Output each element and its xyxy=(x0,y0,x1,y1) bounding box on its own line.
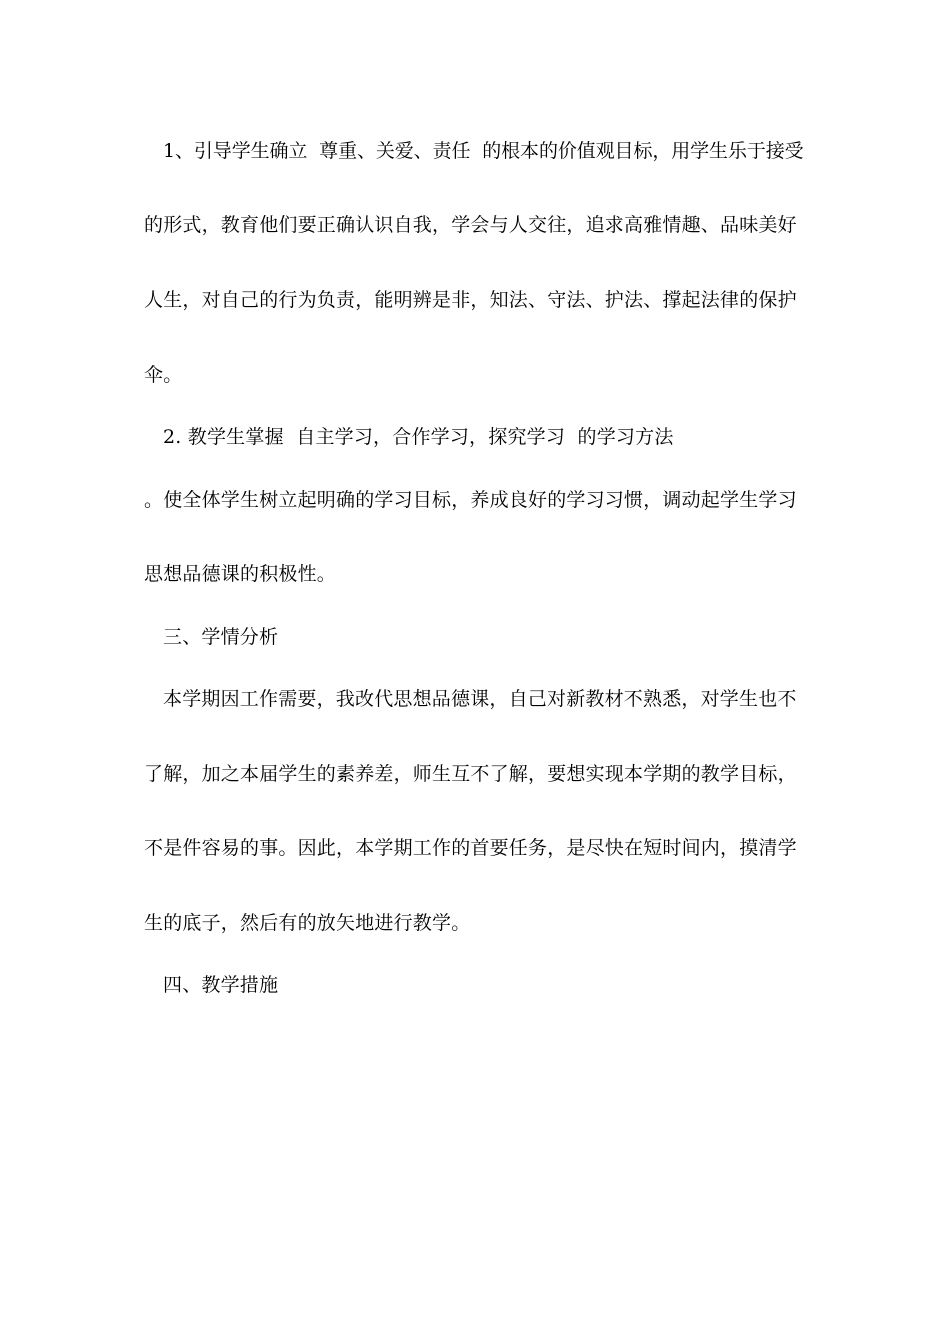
para3-line4: 生的底子，然后有的放矢地进行教学。 xyxy=(144,912,471,934)
para2-number: 2. xyxy=(163,426,182,448)
section-heading-3: 三、学情分析 xyxy=(163,626,279,648)
para2-line1-text: 教学生掌握 自主学习，合作学习，探究学习 的学习方法 xyxy=(181,426,674,448)
para3-line2: 了解，加之本届学生的素养差，师生互不了解，要想实现本学期的教学目标， xyxy=(144,763,797,785)
para3-line1: 本学期因工作需要，我改代思想品德课，自己对新教材不熟悉，对学生也不 xyxy=(163,688,797,710)
para1-line1-text: 、引导学生确立 尊重、关爱、责任 的根本的价值观目标，用学生乐于接受 xyxy=(175,140,804,162)
section-heading-4: 四、教学措施 xyxy=(163,974,279,996)
para1-number: 1 xyxy=(163,140,175,162)
para2-line2: 。使全体学生树立起明确的学习目标，养成良好的学习习惯，调动起学生学习 xyxy=(144,489,797,511)
para1-line4: 伞。 xyxy=(144,364,183,386)
para1-line1 xyxy=(163,139,804,163)
para3-line3: 不是件容易的事。因此，本学期工作的首要任务，是尽快在短时间内，摸清学 xyxy=(144,837,797,859)
para1-line3: 人生，对自己的行为负责，能明辨是非，知法、守法、护法、撑起法律的保护 xyxy=(144,289,797,311)
para2-line1 xyxy=(163,425,674,449)
para1-line2: 的形式，教育他们要正确认识自我，学会与人交往，追求高雅情趣、品味美好 xyxy=(144,214,797,236)
para2-line3: 思想品德课的积极性。 xyxy=(144,563,337,585)
